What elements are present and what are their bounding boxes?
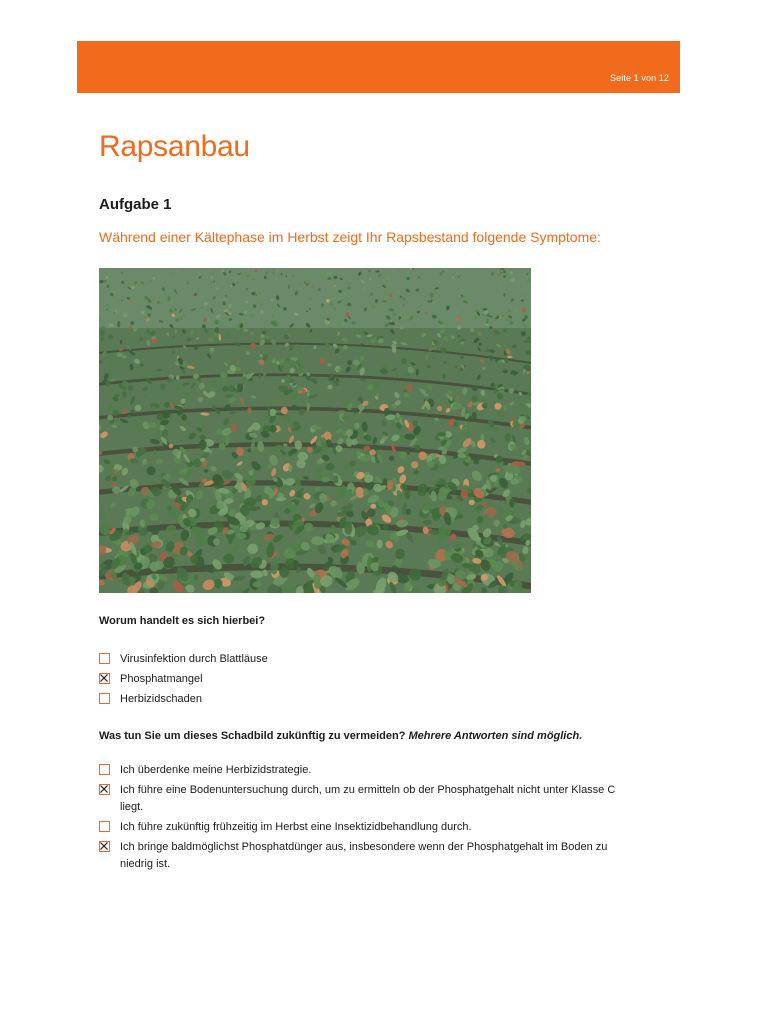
option-q1-3[interactable] [99,691,640,708]
option-q1-1[interactable] [99,651,640,668]
page-title: Rapsanbau [99,130,250,163]
checkbox[interactable] [99,764,110,775]
checkbox-checked[interactable] [99,673,110,684]
question-2-text [99,730,582,742]
check-x-icon [100,842,108,850]
task-heading: Aufgabe 1 [99,196,172,213]
rapeseed-field-photo [99,268,531,593]
checkbox[interactable] [99,653,110,664]
check-x-icon [100,674,108,682]
checkbox[interactable] [99,693,110,704]
option-label: Ich führe zukünftig frühzeitig im Herbst eine Insektizidbehandlung durch. [120,821,472,833]
option-label: Herbizidschaden [120,693,202,705]
option-q2-4[interactable] [99,839,640,873]
question-2-options [99,762,640,873]
option-label: Ich führe eine Bodenuntersuchung durch, um zu ermitteln ob der Phosphatgehalt nicht unter Klasse C liegt. [120,784,616,813]
checkbox-checked[interactable] [99,841,110,852]
question-1-text: Worum handelt es sich hierbei? [99,615,266,627]
question-2-hint: Mehrere Antworten sind möglich. [408,730,583,742]
option-q2-2[interactable] [99,782,640,816]
option-q1-2[interactable] [99,671,640,688]
option-label: Phosphatmangel [120,673,203,685]
page-counter: Seite 1 von 12 [610,73,669,83]
header-bar [77,41,680,93]
checkbox-checked[interactable] [99,784,110,795]
question-1-options [99,651,640,708]
checkbox[interactable] [99,821,110,832]
question-2-main: Was tun Sie um dieses Schadbild zukünftig zu vermeiden? [99,730,406,742]
option-label: Ich überdenke meine Herbizidstrategie. [120,764,312,776]
option-q2-3[interactable] [99,819,640,836]
check-x-icon [100,785,108,793]
task-intro: Während einer Kältephase im Herbst zeigt Ihr Rapsbestand folgende Symptome: [99,229,601,245]
option-q2-1[interactable] [99,762,640,779]
option-label: Ich bringe baldmöglichst Phosphatdünger aus, insbesondere wenn der Phosphatgehalt im Boden zu niedrig ist. [120,841,608,870]
option-label: Virusinfektion durch Blattläuse [120,653,268,665]
